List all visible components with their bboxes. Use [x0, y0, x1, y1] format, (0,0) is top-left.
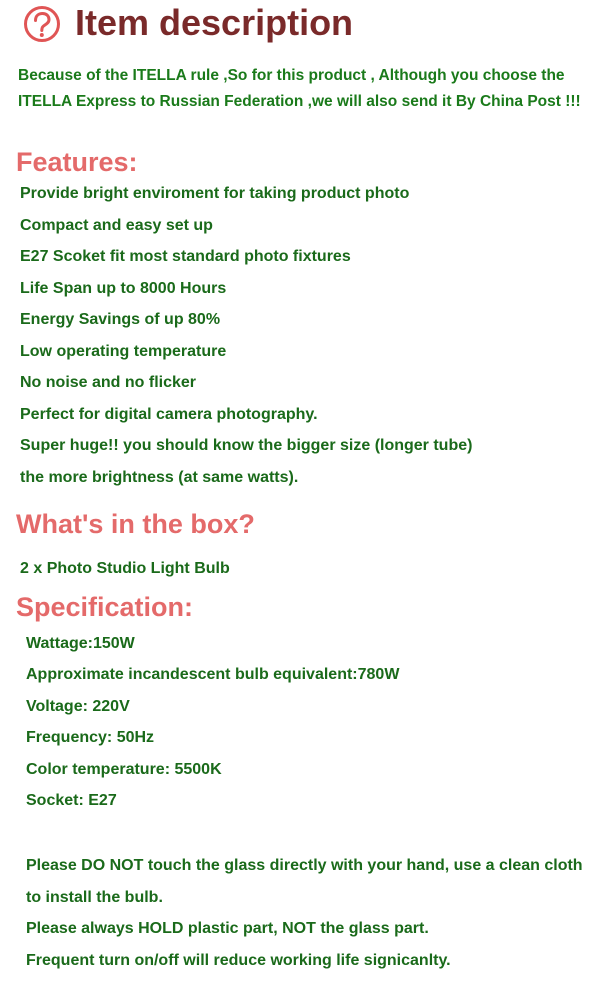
- warnings-list: [26, 850, 586, 976]
- specification-heading: Specification:: [16, 592, 194, 622]
- list-item: Voltage: 220V: [26, 697, 130, 715]
- list-item: Wattage:150W: [26, 635, 135, 652]
- box-contents-list: [20, 554, 230, 584]
- question-mark-icon: [23, 5, 61, 43]
- list-item: E27 Scoket fit most standard photo fixtures: [20, 248, 351, 265]
- list-item: Provide bright enviroment for taking product photo: [20, 185, 410, 202]
- list-item: Energy Savings of up 80%: [20, 311, 221, 328]
- header: [0, 0, 600, 50]
- list-item: Low operating temperature: [20, 342, 227, 360]
- list-item: 2 x Photo Studio Light Bulb: [20, 560, 230, 577]
- list-item: Socket: E27: [26, 791, 117, 809]
- list-item: Please DO NOT touch the glass directly with your hand, use a clean cloth to install the bulb.: [26, 857, 583, 906]
- list-item: Frequency: 50Hz: [26, 729, 155, 747]
- list-item: Approximate incandescent bulb equivalent:780W: [26, 666, 400, 684]
- list-item: Life Span up to 8000 Hours: [20, 279, 227, 297]
- list-item: Please always HOLD plastic part, NOT the glass part.: [26, 920, 429, 937]
- list-item: the more brightness (at same watts).: [20, 468, 299, 486]
- list-item: Super huge!! you should know the bigger size (longer tube): [20, 437, 473, 454]
- features-list: [20, 178, 472, 493]
- list-item: Frequent turn on/off will reduce working life signicanlty.: [26, 951, 451, 969]
- list-item: Perfect for digital camera photography.: [20, 405, 318, 423]
- specification-list: [26, 628, 399, 816]
- list-item: Color temperature: 5500K: [26, 760, 222, 778]
- list-item: Compact and easy set up: [20, 216, 213, 234]
- box-contents-heading: What's in the box?: [16, 509, 255, 539]
- features-heading: Features:: [16, 147, 138, 177]
- page-title: Item description: [75, 2, 354, 43]
- list-item: No noise and no flicker: [20, 374, 197, 391]
- shipping-notice: Because of the ITELLA rule ,So for this product , Although you choose the ITELLA Express to Russian Federation ,we will also send it By China Post !!!: [18, 67, 581, 110]
